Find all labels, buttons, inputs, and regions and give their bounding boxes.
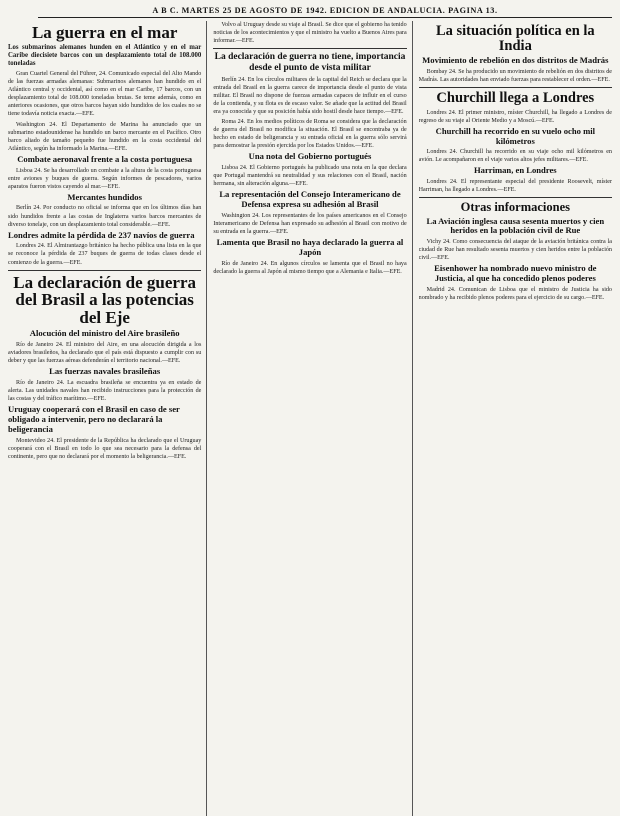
article-subhead: Eisenhower ha nombrado nuevo ministro de Justicia, al que ha concedido plenos poderes <box>434 263 597 284</box>
article-title-churchill: Churchill llega a Londres <box>436 90 595 107</box>
article-paragraph: Río de Janeiro 24. La escuadra brasileña se encuentra ya en estado de alerta. Las unidades navales han recibido instrucciones para la protección de las costas y del tráfico marítimo.—EFE. <box>8 379 202 402</box>
article-paragraph: Río de Janeiro 24. En algunos círculos se lamenta que el Brasil no haya declarado la guerra al Japón al mismo tiempo que a Alemania e Italia.—EFE. <box>213 260 407 275</box>
article-subhead: Lamenta que Brasil no haya declarado la guerra al Japón <box>216 237 404 257</box>
article-paragraph: Londres 24. El Almirantazgo británico ha hecho pública una lista en la que se reconoce la pérdida de 237 buques de guerra de todas clases desde el comienzo de la guerra.—EFE. <box>8 243 202 266</box>
article-subhead: Londres admite la pérdida de 237 navíos de guerra <box>8 229 195 240</box>
article-subhead: Movimiento de rebelión en dos distritos de Madrás <box>422 55 609 66</box>
article-paragraph: Roma 24. En los medios políticos de Roma se considera que la declaración de guerra del Brasil no modifica la situación. El Brasil se encontraba ya de hecho en estado de beligerancia y su entrada oficial en la guerra sólo servirá para demostrar la presión ejercida por los Estados Unidos.—EFE. <box>213 119 407 150</box>
column-2 <box>213 21 412 816</box>
article-paragraph: Washington 24. Los representantes de los países americanos en el Consejo Interamericano de Defensa han expresado su adhesión al Brasil con motivo de su entrada en la guerra.—EFE. <box>213 212 407 235</box>
article-paragraph: Londres 24. El primer ministro, míster Churchill, ha llegado a Londres de regreso de su viaje al Oriente Medio y a Moscú.—EFE. <box>418 109 612 124</box>
page-header: A B C. MARTES 25 DE AGOSTO DE 1942. EDICION DE ANDALUCIA. PAGINA 13. <box>38 6 612 18</box>
article-paragraph: Londres 24. Churchill ha recorrido en su viaje ocho mil kilómetros en avión. Le acompañaron en el viaje varios altos jefes militares.—EFE. <box>418 149 612 164</box>
article-paragraph: Bombay 24. Se ha producido un movimiento de rebelión en dos distritos de Madrás. Las autoridades han enviado fuerzas para restablecer el orden.—EFE. <box>418 69 612 84</box>
article-paragraph: Londres 24. El representante especial del presidente Roosevelt, míster Harriman, ha llegado a Londres.—EFE. <box>418 179 612 194</box>
article-subhead: Churchill ha recorrido en su vuelo ocho mil kilómetros <box>435 125 596 146</box>
article-paragraph: Volvo al Uruguay desde su viaje al Brasil. Se dice que el gobierno ha tenido noticias de los acontecimientos y que el ministro ha vuelto a Buenos Aires para informar.—EFE. <box>213 22 407 45</box>
column-1 <box>8 21 207 816</box>
article-paragraph: Río de Janeiro 24. El ministro del Aire, en una alocución dirigida a los aviadores brasileños, ha declarado que el país está dispuesto a cumplir con su deber y que las fuerzas aéreas defenderán el territorio nacional.—EFE. <box>8 341 202 364</box>
article-paragraph: Montevideo 24. El presidente de la República ha declarado que el Uruguay cooperará con el Brasil en todo lo que sea necesario para la defensa del continente, pero que no declarará por el momento la beligerancia.—EFE. <box>8 437 202 460</box>
article-title-no-military-importance: La declaración de guerra no tiene, importancia desde el punto de vista militar <box>214 52 406 74</box>
article-lead: Los submarinos alemanes hunden en el Atlántico y en el mar Caribe diecisiete barcos con un desplazamiento total de 108.000 toneladas <box>8 43 202 68</box>
article-paragraph: Madrid 24. Comunican de Lisboa que el ministro de Justicia ha sido nombrado y ha recibido plenos poderes para el ejercicio de su cargo.—EFE. <box>418 287 612 302</box>
article-paragraph: Washington 24. El Departamento de Marina ha anunciado que un submarino estadounidense ha hundido un barco mercante en el Pacífico. Otro barco aliado de tamaño pequeño fue hundido en la costa occidental del Atlántico, según ha informado la Marina.—EFE. <box>8 121 202 152</box>
article-subhead: Mercantes hundidos <box>67 191 142 202</box>
article-paragraph: Vichy 24. Como consecuencia del ataque de la aviación británica contra la ciudad de Rue han resultado sesenta muertos y cien heridos entre la población civil.—EFE. <box>418 239 612 262</box>
article-subhead: Harriman, en Londres <box>473 165 557 176</box>
article-subhead: Uruguay cooperará con el Brasil en caso de ser obligado a intervenir, pero no declarará la beligerancia <box>8 404 180 434</box>
divider <box>419 197 612 198</box>
divider <box>8 270 201 271</box>
article-subhead: Alocución del ministro del Aire brasileño <box>29 328 180 339</box>
divider <box>419 87 612 88</box>
article-paragraph: Berlín 24. En los círculos militares de la capital del Reich se declara que la entrada del Brasil en la guerra carece de importancia desde el punto de vista militar. El Brasil no dispone de fuerzas armadas capaces de influir en el curso de la contienda, y su flota es de escaso valor. Se añade que la actitud del Brasil era ya conocida y que su posición había sido hostil desde hace tiempo.—EFE. <box>213 76 407 116</box>
divider <box>213 48 406 49</box>
article-subhead: Las fuerzas navales brasileñas <box>49 366 161 377</box>
article-subhead: Combate aeronaval frente a la costa portuguesa <box>17 153 193 164</box>
column-3 <box>419 21 612 816</box>
article-subhead: Una nota del Gobierno portugués <box>248 151 372 162</box>
article-title-brazil-declaration: La declaración de guerra del Brasil a las potencias del Eje <box>13 272 197 328</box>
article-paragraph: Lisboa 24. El Gobierno portugués ha publicado una nota en la que declara que Portugal mantendrá su neutralidad y sus relaciones con el Brasil, nación hermana, sin alteración alguna.—EFE. <box>213 165 407 188</box>
article-subhead: La Aviación inglesa causa sesenta muertos y cien heridos en la población civil de Rue <box>426 215 605 236</box>
article-subhead: La representación del Consejo Interamericano de Defensa expresa su adhesión al Brasil <box>219 189 401 210</box>
article-title-other-news: Otras informaciones <box>460 200 570 215</box>
article-title-war-at-sea: La guerra en el mar <box>31 23 178 42</box>
article-paragraph: Lisboa 24. Se ha desarrollado un combate a la altura de la costa portuguesa entre aviones y buques de guerra. Según informes de pescadores, varios aparatos fueron vistos cayendo al mar.—EFE. <box>8 167 202 190</box>
article-title-india: La situación política en la India <box>435 23 595 55</box>
article-paragraph: Berlín 24. Por conducto no oficial se informa que en los últimos días han sido hundidos frente a las costas de Inglaterra varios barcos mercantes de diverso tonelaje, con un desplazamiento total considerable.—EFE. <box>8 205 202 228</box>
article-paragraph: Gran Cuartel General del Führer, 24. Comunicado especial del Alto Mando de las fuerzas armadas alemanas: Submarinos alemanes han hundido en el Atlántico central y occidental, así como en el mar Caribe, 17 barcos, con un desplazamiento total de 108.000 toneladas brutas. Se teme además, como en anteriores ocasiones, que otros barcos hayan sido hundidos de los cuales no se tiene todavía noticia exacta.—EFE. <box>8 71 202 118</box>
